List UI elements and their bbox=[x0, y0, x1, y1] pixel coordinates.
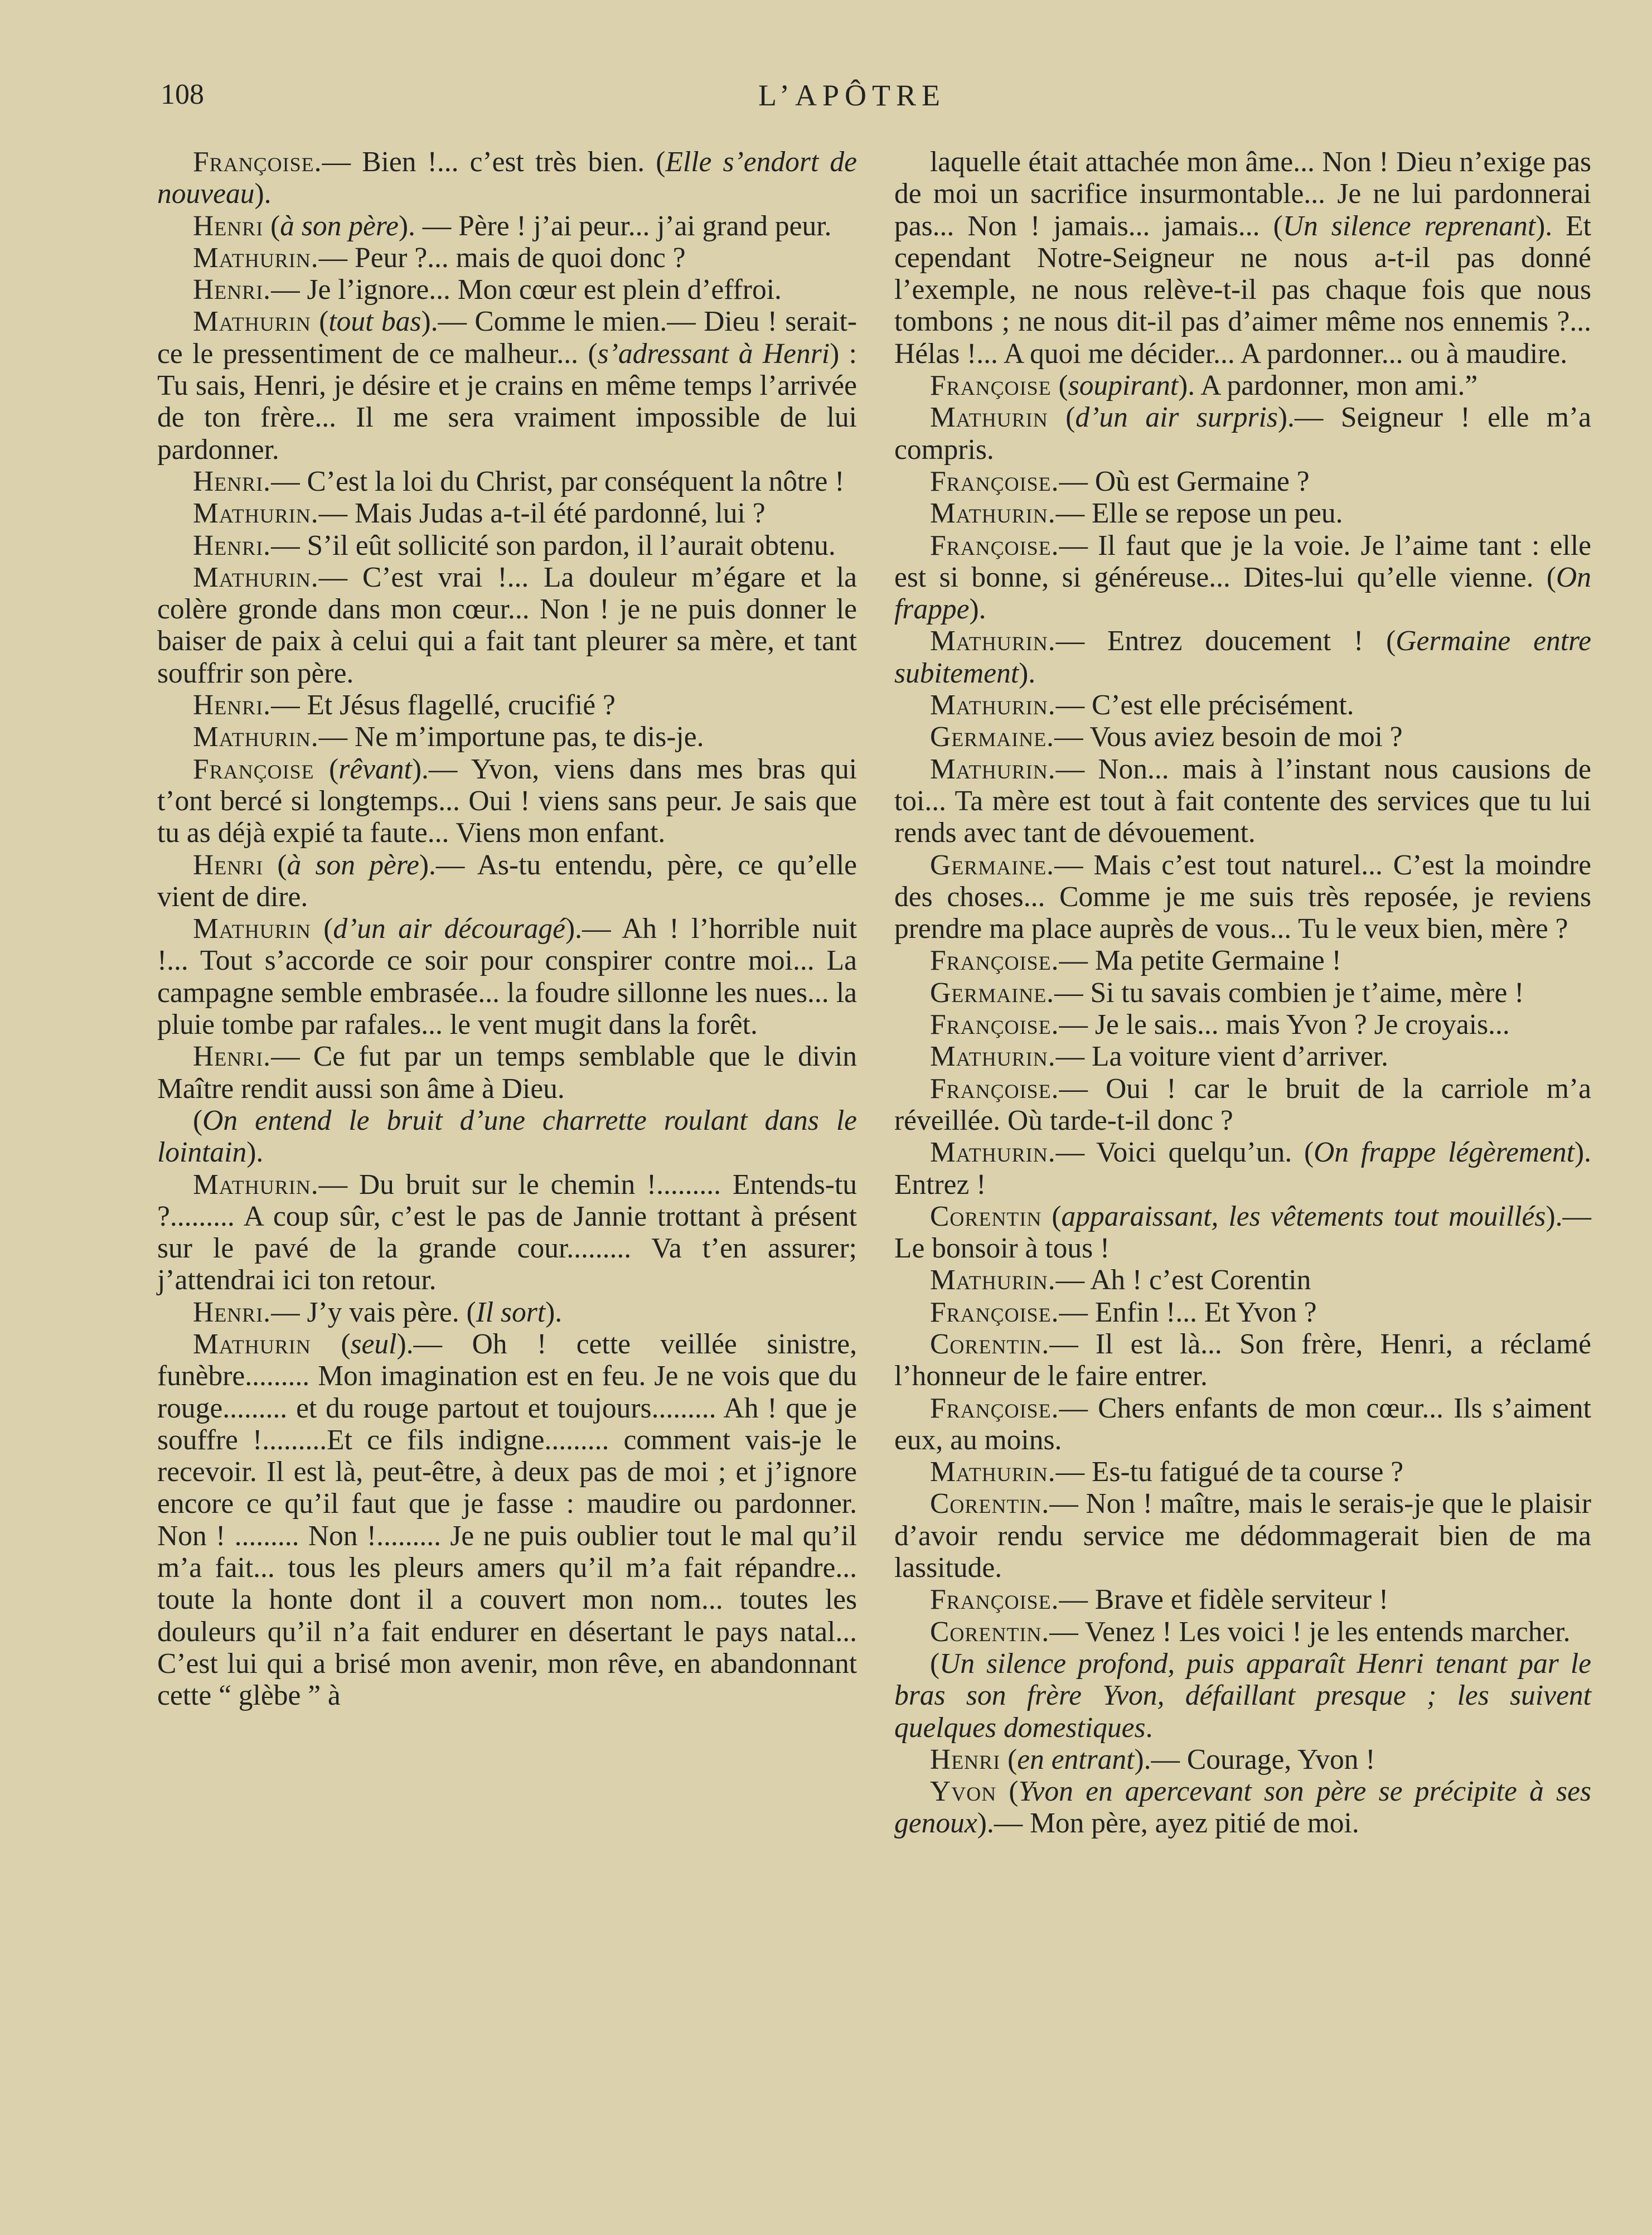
stage-direction: Un silence profond, puis apparaît Henri tenant par le bras son frère Yvon, défaillant presque ; les suivent quelques domestiques bbox=[894, 1647, 1591, 1744]
speaker-name: Henri. bbox=[193, 465, 272, 497]
dialogue-text: — Où est Germaine ? bbox=[1059, 465, 1310, 497]
speaker-name: Françoise. bbox=[930, 1009, 1059, 1041]
dialogue-text: ). A pardonner, mon ami.” bbox=[1178, 370, 1478, 402]
dialogue-text: ).— As-tu entendu, père, ce qu’elle vient de dire. bbox=[157, 849, 857, 913]
dialogue-text: ( bbox=[1000, 1743, 1018, 1776]
speaker-name: Mathurin. bbox=[193, 721, 319, 753]
dialogue-paragraph bbox=[157, 497, 857, 529]
dialogue-text: — Peur ?... mais de quoi donc ? bbox=[318, 241, 686, 274]
dialogue-text: ).— Le bonsoir à tous ! bbox=[894, 1200, 1591, 1265]
dialogue-text: ).— Yvon, viens dans mes bras qui t’ont bercé si longtemps... Oui ! viens sans peur. Je sais que tu as déjà expié ta faute... Viens mon enfant. bbox=[157, 753, 858, 849]
dialogue-paragraph bbox=[157, 146, 857, 210]
dialogue-text: — C’est la loi du Christ, par conséquent la nôtre ! bbox=[271, 465, 845, 497]
dialogue-paragraph bbox=[157, 274, 857, 306]
dialogue-text: — C’est elle précisément. bbox=[1055, 689, 1354, 722]
dialogue-paragraph bbox=[157, 1105, 857, 1169]
dialogue-paragraph bbox=[157, 306, 857, 465]
dialogue-paragraph bbox=[894, 1201, 1591, 1265]
stage-direction: d’un air découragé bbox=[333, 913, 566, 945]
dialogue-text: ) : Tu sais, Henri, je désire et je crains en même temps l’arrivée de ton frère... Il me sera vraiment impossible de lui pardonner. bbox=[157, 337, 857, 466]
dialogue-text: — Venez ! Les voici ! je les entends marcher. bbox=[1049, 1615, 1571, 1648]
stage-direction: à son père bbox=[280, 210, 399, 242]
dialogue-text: ( bbox=[263, 849, 287, 881]
speaker-name: Françoise bbox=[193, 753, 314, 785]
page-header bbox=[0, 78, 1652, 123]
dialogue-paragraph bbox=[894, 497, 1591, 529]
stage-direction: en entrant bbox=[1017, 1743, 1135, 1776]
dialogue-text: — Oui ! car le bruit de la carriole m’a réveillée. Où tarde-t-il donc ? bbox=[894, 1072, 1591, 1136]
dialogue-text: ).— Mon père, ayez pitié de moi. bbox=[977, 1807, 1359, 1840]
speaker-name: Françoise. bbox=[930, 465, 1059, 497]
speaker-name: Henri. bbox=[193, 274, 272, 306]
dialogue-text: — J’y vais père. ( bbox=[271, 1296, 476, 1328]
dialogue-paragraph bbox=[894, 1616, 1591, 1648]
stage-direction: s’adressant à Henri bbox=[597, 337, 830, 370]
dialogue-paragraph bbox=[894, 1041, 1591, 1072]
dialogue-text: — Il est là... Son frère, Henri, a réclamé l’honneur de le faire entrer. bbox=[894, 1328, 1591, 1392]
dialogue-text: laquelle était attachée mon âme... Non ! Dieu n’exige pas de moi un sacrifice insurmontable... Je ne lui pardonnerai pas... Non ! jamais... jamais... ( bbox=[894, 146, 1591, 242]
dialogue-paragraph bbox=[894, 625, 1591, 689]
speaker-name: Mathurin bbox=[193, 306, 311, 338]
dialogue-paragraph bbox=[894, 1328, 1591, 1392]
dialogue-paragraph bbox=[894, 1392, 1591, 1457]
dialogue-paragraph bbox=[157, 210, 857, 242]
speaker-name: Henri bbox=[193, 849, 264, 881]
running-title: L’APÔTRE bbox=[758, 79, 946, 112]
dialogue-text: ( bbox=[1048, 401, 1076, 434]
speaker-name: Henri. bbox=[193, 689, 272, 722]
dialogue-text: ). Entrez ! bbox=[894, 1136, 1591, 1201]
dialogue-text: — Elle se repose un peu. bbox=[1055, 497, 1343, 530]
speaker-name: Mathurin. bbox=[930, 625, 1056, 657]
speaker-name: Mathurin. bbox=[193, 561, 319, 593]
dialogue-paragraph bbox=[157, 242, 857, 274]
dialogue-text: — S’il eût sollicité son pardon, il l’aurait obtenu. bbox=[271, 529, 836, 562]
dialogue-text: — Je l’ignore... Mon cœur est plein d’effroi. bbox=[271, 274, 782, 306]
speaker-name: Henri bbox=[193, 210, 264, 242]
speaker-name: Mathurin. bbox=[930, 1264, 1056, 1297]
speaker-name: Henri. bbox=[193, 529, 272, 562]
stage-direction: tout bas bbox=[328, 306, 422, 338]
stage-direction: Il sort bbox=[476, 1296, 546, 1328]
stage-direction: Un silence reprenant bbox=[1282, 210, 1536, 242]
speaker-name: Mathurin. bbox=[930, 753, 1056, 785]
speaker-name: Françoise. bbox=[930, 1584, 1059, 1616]
dialogue-text: — Voici quelqu’un. ( bbox=[1055, 1136, 1314, 1169]
dialogue-text: — Ma petite Germaine ! bbox=[1059, 945, 1341, 977]
dialogue-paragraph bbox=[894, 401, 1591, 466]
speaker-name: Françoise. bbox=[930, 1072, 1059, 1105]
dialogue-text: — Brave et fidèle serviteur ! bbox=[1059, 1584, 1389, 1616]
speaker-name: Françoise. bbox=[930, 1392, 1059, 1424]
dialogue-paragraph bbox=[157, 721, 857, 753]
speaker-name: Mathurin. bbox=[930, 1136, 1056, 1169]
stage-direction: apparaissant, les vêtements tout mouillés bbox=[1061, 1200, 1546, 1232]
dialogue-paragraph bbox=[157, 849, 857, 913]
dialogue-paragraph bbox=[894, 1264, 1591, 1296]
stage-direction: Yvon en apercevant son père se précipite à ses genoux bbox=[894, 1776, 1591, 1840]
dialogue-paragraph bbox=[157, 1297, 857, 1328]
stage-direction: à son père bbox=[287, 849, 419, 881]
speaker-name: Corentin bbox=[930, 1200, 1042, 1232]
speaker-name: Françoise bbox=[930, 370, 1052, 402]
dialogue-text: . bbox=[1145, 1711, 1153, 1744]
dialogue-text: — C’est vrai !... La douleur m’égare et la colère gronde dans mon cœur... Non ! je ne puis donner le baiser de paix à celui qui a fait tant pleurer sa mère, et tant souffrir son père. bbox=[157, 561, 857, 689]
dialogue-paragraph bbox=[894, 1584, 1591, 1615]
dialogue-paragraph bbox=[157, 689, 857, 721]
dialogue-text: ( bbox=[311, 913, 333, 945]
dialogue-text: — Il faut que je la voie. Je l’aime tant : elle est si bonne, si généreuse... Dites-lui qu’elle vienne. ( bbox=[894, 529, 1591, 593]
stage-direction: Germaine entre subitement bbox=[894, 625, 1592, 689]
dialogue-paragraph bbox=[894, 530, 1591, 626]
dialogue-text: — Non ! maître, mais le serais-je que le plaisir d’avoir rendu service me dédommagerait bien de ma lassitude. bbox=[894, 1488, 1591, 1584]
dialogue-paragraph bbox=[157, 1169, 857, 1297]
dialogue-text: ( bbox=[930, 1647, 940, 1680]
dialogue-text: — Ne m’importune pas, te dis-je. bbox=[318, 721, 704, 753]
dialogue-text: ). bbox=[545, 1296, 563, 1328]
speaker-name: Mathurin. bbox=[930, 1041, 1056, 1073]
stage-direction: On frappe légèrement bbox=[1314, 1136, 1575, 1169]
dialogue-text: ).— Comme le mien.— Dieu ! serait-ce le pressentiment de ce malheur... ( bbox=[157, 306, 857, 370]
dialogue-text: ).— Oh ! cette veillée sinistre, funèbre......... Mon imagination est en feu. Je ne vois que du rouge......... et du rouge partout et toujours......... Ah ! que je souffre !.........Et ce fils indigne......... comment vais-je le recevoir. Il est là, peut-être, à deux pas de moi ; et j’ignore encore ce qu’il faut que je fasse : maudire ou pardonner. Non ! ......... Non !......... Je ne puis oublier tout le mal qu’il m’a fait... tous les pleurs amers qu’il m’a fait répandre... toute la honte dont il a couvert mon nom... toutes les douleurs qu’il n’a fait endurer en désertant le pays natal... C’est lui qui a brisé mon avenir, mon rêve, en abandonnant cette “ glèbe ” à bbox=[157, 1328, 857, 1712]
dialogue-paragraph bbox=[894, 146, 1591, 370]
dialogue-paragraph bbox=[894, 689, 1591, 721]
dialogue-paragraph bbox=[894, 721, 1591, 753]
dialogue-paragraph bbox=[894, 977, 1591, 1009]
speaker-name: Corentin. bbox=[930, 1488, 1050, 1520]
dialogue-text: — Ce fut par un temps semblable que le divin Maître rendit aussi son âme à Dieu. bbox=[157, 1041, 857, 1105]
speaker-name: Mathurin. bbox=[930, 689, 1056, 722]
stage-direction: seul bbox=[350, 1328, 397, 1360]
speaker-name: Mathurin bbox=[930, 401, 1048, 434]
dialogue-text: ).— Seigneur ! elle m’a compris. bbox=[894, 401, 1591, 466]
dialogue-text: — Je le sais... mais Yvon ? Je croyais... bbox=[1059, 1009, 1510, 1041]
speaker-name: Germaine. bbox=[930, 976, 1055, 1009]
dialogue-text: — Vous aviez besoin de moi ? bbox=[1054, 721, 1403, 753]
dialogue-text: ). Et cependant Notre-Seigneur ne nous a-t-il pas donné l’exemple, ne nous relève-t-il pas chaque fois que nous tombons ; ne nous dit-il pas d’aimer même nos ennemis ?... Hélas !... A quoi me décider... A pardonner... ou à maudire. bbox=[894, 210, 1591, 370]
dialogue-paragraph bbox=[157, 913, 857, 1041]
dialogue-text: — Si tu savais combien je t’aime, mère ! bbox=[1054, 976, 1524, 1009]
dialogue-text: — Enfin !... Et Yvon ? bbox=[1059, 1296, 1317, 1328]
dialogue-text: ( bbox=[314, 753, 339, 785]
dialogue-text: ). bbox=[254, 178, 272, 210]
dialogue-text: ( bbox=[193, 1104, 203, 1136]
dialogue-text: ).— Ah ! l’horrible nuit !... Tout s’accorde ce soir pour conspirer contre moi... La campagne semble embrasée... la foudre sillonne les nues... la pluie tombe par rafales... le vent mugit dans la forêt. bbox=[157, 913, 858, 1041]
dialogue-text: — Chers enfants de mon cœur... Ils s’aiment eux, au moins. bbox=[894, 1392, 1591, 1456]
speaker-name: Corentin. bbox=[930, 1615, 1050, 1648]
speaker-name: Corentin. bbox=[930, 1328, 1050, 1360]
dialogue-text: ( bbox=[1051, 370, 1068, 402]
dialogue-text: ). bbox=[969, 593, 986, 626]
left-column bbox=[157, 146, 857, 1712]
dialogue-text: — Es-tu fatigué de ta course ? bbox=[1055, 1456, 1404, 1488]
dialogue-text: ( bbox=[996, 1776, 1019, 1808]
speaker-name: Germaine. bbox=[930, 721, 1055, 753]
dialogue-paragraph bbox=[157, 753, 857, 849]
dialogue-text: — Entrez doucement ! ( bbox=[1055, 625, 1396, 657]
dialogue-text: ). bbox=[246, 1136, 264, 1169]
speaker-name: Françoise. bbox=[930, 1296, 1059, 1328]
dialogue-text: ( bbox=[1041, 1200, 1062, 1232]
dialogue-paragraph bbox=[894, 945, 1591, 976]
dialogue-text: — Du bruit sur le chemin !......... Entends-tu ?......... A coup sûr, c’est le pas de Jannie trottant à présent sur le pavé de la grande cour......... Va t’en assurer; j’attendrai ici ton retour. bbox=[157, 1168, 857, 1297]
dialogue-text: — Et Jésus flagellé, crucifié ? bbox=[271, 689, 616, 722]
page-number: 108 bbox=[161, 79, 204, 110]
dialogue-text: — Bien !... c’est très bien. ( bbox=[322, 146, 666, 178]
dialogue-text: ). — Père ! j’ai peur... j’ai grand peur. bbox=[398, 210, 832, 242]
dialogue-paragraph bbox=[894, 1009, 1591, 1041]
dialogue-text: ( bbox=[311, 1328, 351, 1360]
dialogue-paragraph bbox=[894, 370, 1591, 401]
dialogue-text: — Mais c’est tout naturel... C’est la moindre des choses... Comme je me suis très reposée, je reviens prendre ma place auprès de vous... Tu le veux bien, mère ? bbox=[894, 849, 1591, 945]
speaker-name: Mathurin. bbox=[193, 1168, 319, 1201]
dialogue-paragraph bbox=[894, 1776, 1591, 1840]
stage-direction: Elle s’endort de nouveau bbox=[157, 146, 857, 210]
stage-direction: On entend le bruit d’une charrette roulant dans le lointain bbox=[157, 1104, 857, 1169]
speaker-name: Germaine. bbox=[930, 849, 1055, 881]
dialogue-text: ( bbox=[263, 210, 280, 242]
stage-direction: soupirant bbox=[1068, 370, 1179, 402]
speaker-name: Françoise. bbox=[930, 945, 1059, 977]
dialogue-text: ( bbox=[311, 306, 329, 338]
dialogue-text: ).— Courage, Yvon ! bbox=[1134, 1743, 1375, 1776]
dialogue-paragraph bbox=[894, 1073, 1591, 1137]
dialogue-paragraph bbox=[157, 1041, 857, 1105]
speaker-name: Mathurin. bbox=[193, 241, 319, 274]
dialogue-paragraph bbox=[157, 1328, 857, 1712]
dialogue-paragraph bbox=[894, 753, 1591, 849]
dialogue-text: ). bbox=[1019, 657, 1036, 689]
dialogue-text: — Mais Judas a-t-il été pardonné, lui ? bbox=[318, 497, 766, 530]
dialogue-paragraph bbox=[894, 1488, 1591, 1584]
speaker-name: Henri. bbox=[193, 1296, 272, 1328]
dialogue-paragraph bbox=[894, 849, 1591, 945]
speaker-name: Henri bbox=[930, 1743, 1001, 1776]
dialogue-paragraph bbox=[157, 530, 857, 562]
speaker-name: Mathurin bbox=[193, 913, 311, 945]
dialogue-paragraph bbox=[894, 1744, 1591, 1776]
dialogue-paragraph bbox=[157, 562, 857, 689]
dialogue-text: — La voiture vient d’arriver. bbox=[1055, 1041, 1388, 1073]
dialogue-paragraph bbox=[894, 1648, 1591, 1744]
stage-direction: On frappe bbox=[894, 561, 1591, 626]
dialogue-paragraph bbox=[894, 1136, 1591, 1201]
dialogue-text: — Non... mais à l’instant nous causions de toi... Ta mère est tout à fait contente des services que tu lui rends avec tant de dévouement. bbox=[894, 753, 1591, 849]
speaker-name: Yvon bbox=[930, 1776, 997, 1808]
dialogue-paragraph bbox=[894, 1297, 1591, 1328]
stage-direction: rêvant bbox=[338, 753, 412, 785]
speaker-name: Mathurin. bbox=[930, 1456, 1056, 1488]
stage-direction: d’un air surpris bbox=[1075, 401, 1278, 434]
speaker-name: Mathurin. bbox=[193, 497, 319, 530]
speaker-name: Mathurin. bbox=[930, 497, 1056, 530]
dialogue-paragraph bbox=[894, 466, 1591, 497]
speaker-name: Henri. bbox=[193, 1041, 272, 1073]
speaker-name: Françoise. bbox=[193, 146, 322, 178]
dialogue-text: — Ah ! c’est Corentin bbox=[1055, 1264, 1311, 1297]
dialogue-paragraph bbox=[894, 1456, 1591, 1488]
speaker-name: Françoise. bbox=[930, 529, 1059, 562]
dialogue-paragraph bbox=[157, 466, 857, 497]
right-column bbox=[894, 146, 1591, 1840]
speaker-name: Mathurin bbox=[193, 1328, 311, 1360]
